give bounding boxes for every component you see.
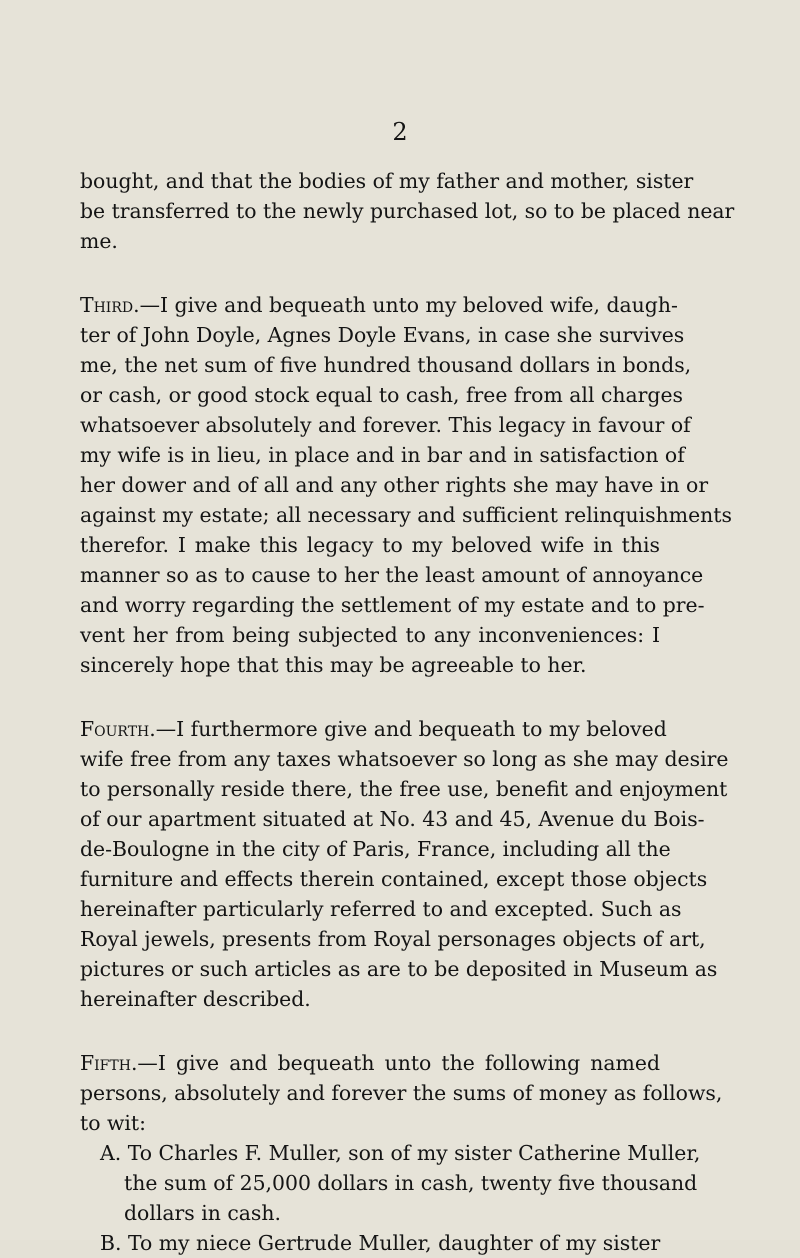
- text-line: [80, 440, 685, 470]
- text-line: [80, 924, 706, 954]
- line-text: dollars in cash.: [124, 1201, 282, 1225]
- text-line: [80, 620, 660, 650]
- line-text: whatsoever absolutely and forever. This legacy in favour of: [80, 413, 691, 437]
- text-line: [80, 650, 660, 680]
- line-text: to wit:: [80, 1111, 146, 1135]
- paragraph-gap: [80, 680, 660, 714]
- text-line: [80, 500, 732, 530]
- text-line: [80, 410, 691, 440]
- line-text: hereinafter described.: [80, 987, 311, 1011]
- line-text: B. To my niece Gertrude Muller, daughter of my sister: [100, 1231, 661, 1255]
- document-body: [80, 166, 735, 1258]
- line-text: my wife is in lieu, in place and in bar and in satisfaction of: [80, 443, 685, 467]
- line-text: wife free from any taxes whatsoever so long as she may desire: [80, 747, 729, 771]
- line-text: persons, absolutely and forever the sums of money as follows,: [80, 1081, 723, 1105]
- line-text: her dower and of all and any other rights she may have in or: [80, 473, 709, 497]
- paragraph: [80, 166, 735, 256]
- text-line: [80, 530, 660, 560]
- text-line: [80, 1198, 660, 1228]
- text-line: [80, 894, 682, 924]
- line-text: me, the net sum of five hundred thousand dollars in bonds,: [80, 353, 692, 377]
- text-line: [80, 834, 671, 864]
- text-line: [80, 1108, 660, 1138]
- line-text: hereinafter particularly referred to and excepted. Such as: [80, 897, 682, 921]
- text-line: [80, 744, 729, 774]
- text-line: [80, 1138, 701, 1168]
- text-line: [80, 226, 660, 256]
- line-text: pictures or such articles as are to be deposited in Museum as: [80, 957, 718, 981]
- line-text: ter of John Doyle, Agnes Doyle Evans, in case she survives: [80, 323, 685, 347]
- line-text: the sum of 25,000 dollars in cash, twenty five thousand: [124, 1171, 698, 1195]
- page-number: 2: [392, 118, 408, 146]
- line-text: furniture and effects therein contained, except those objects: [80, 867, 708, 891]
- text-line: [80, 320, 685, 350]
- text-line: [80, 380, 683, 410]
- text-line: [80, 1078, 723, 1108]
- line-text: or cash, or good stock equal to cash, free from all charges: [80, 383, 683, 407]
- line-text: therefor. I make this legacy to my beloved wife in this: [80, 533, 660, 557]
- text-line: [80, 196, 735, 226]
- line-text: —I furthermore give and bequeath to my beloved: [155, 717, 667, 741]
- text-line: [80, 470, 709, 500]
- text-line: [80, 1168, 698, 1198]
- line-text: —I give and bequeath unto my beloved wife, daugh-: [139, 293, 678, 317]
- line-text: sincerely hope that this may be agreeable to her.: [80, 653, 587, 677]
- text-line: [80, 804, 705, 834]
- line-text: vent her from being subjected to any inconveniences: I: [80, 623, 660, 647]
- section-heading: Fifth.: [80, 1051, 138, 1075]
- text-line: [80, 954, 718, 984]
- line-text: me.: [80, 229, 118, 253]
- text-line: [80, 560, 704, 590]
- line-text: A. To Charles F. Muller, son of my sister Catherine Muller,: [100, 1141, 701, 1165]
- line-text: de-Boulogne in the city of Paris, France, including all the: [80, 837, 671, 861]
- line-text: bought, and that the bodies of my father and mother, sister: [80, 169, 694, 193]
- line-text: and worry regarding the settlement of my estate and to pre-: [80, 593, 705, 617]
- paragraph-gap: [80, 1014, 660, 1048]
- text-line: [80, 290, 678, 320]
- line-text: —I give and bequeath unto the following named: [137, 1051, 660, 1075]
- text-line: [80, 350, 692, 380]
- text-line: [80, 1048, 660, 1078]
- line-text: against my estate; all necessary and sufficient relinquishments: [80, 503, 732, 527]
- text-line: [80, 590, 705, 620]
- text-line: [80, 774, 728, 804]
- text-line: [80, 984, 660, 1014]
- paragraph: [80, 714, 729, 1014]
- line-text: Royal jewels, presents from Royal personages objects of art,: [80, 927, 706, 951]
- paragraph: [80, 1048, 723, 1258]
- line-text: manner so as to cause to her the least amount of annoyance: [80, 563, 704, 587]
- text-line: [80, 864, 708, 894]
- line-text: be transferred to the newly purchased lot, so to be placed near: [80, 199, 735, 223]
- paragraph: [80, 290, 732, 680]
- text-line: [80, 1228, 660, 1258]
- line-text: of our apartment situated at No. 43 and 45, Avenue du Bois-: [80, 807, 705, 831]
- section-heading: Fourth.: [80, 717, 156, 741]
- line-text: to personally reside there, the free use, benefit and enjoyment: [80, 777, 728, 801]
- text-line: [80, 166, 694, 196]
- paragraph-gap: [80, 256, 660, 290]
- text-line: [80, 714, 667, 744]
- section-heading: Third.: [80, 293, 140, 317]
